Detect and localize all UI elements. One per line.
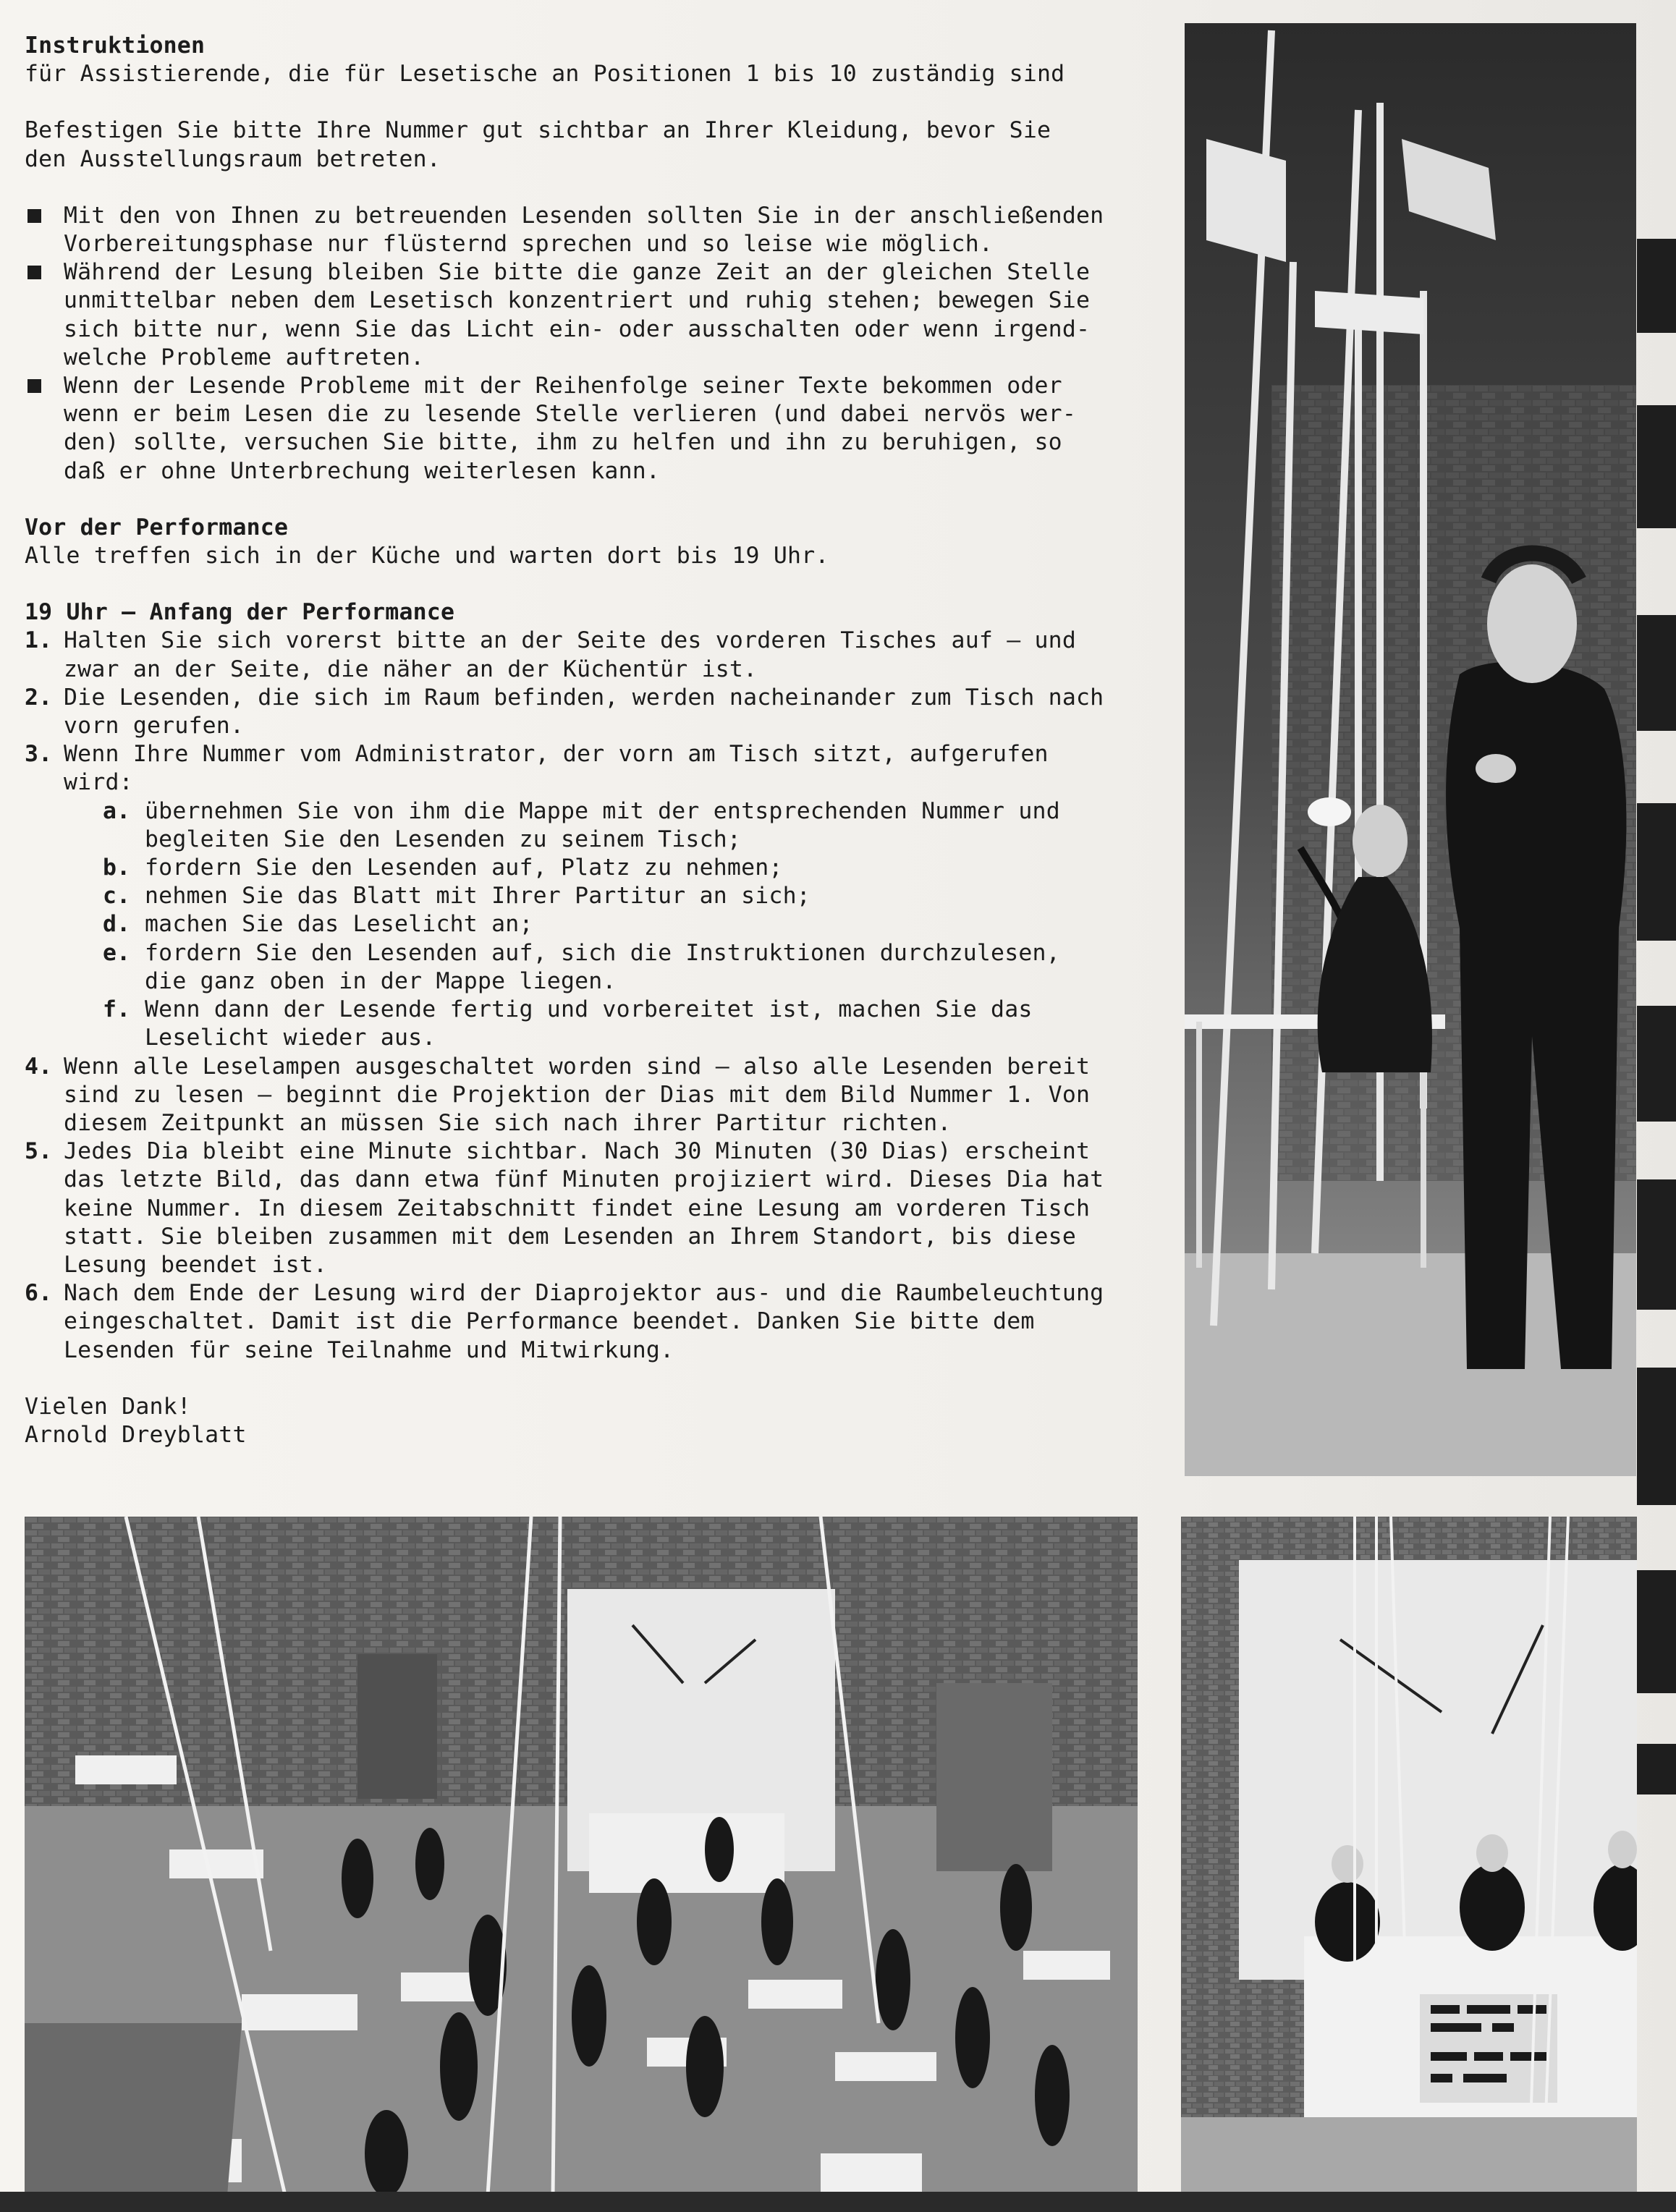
bullet-list [25,202,1154,486]
step-line: sind zu lesen – beginnt die Projektion der Dias mit dem Bild Nummer 1. Von [64,1081,1091,1108]
substep-letter: b. [103,855,131,881]
step-item [25,684,1154,740]
bullet-item [25,202,1154,258]
step-number: 4. [25,1053,53,1080]
step-line: Halten Sie sich vorerst bitte an der Seite des vorderen Tisches auf – und [64,627,1077,654]
step-line: vorn gerufen. [64,713,245,740]
step-number: 5. [25,1138,53,1165]
step-number: 6. [25,1280,53,1307]
step-line: Lesung beendet ist. [64,1251,328,1278]
step-item [25,627,1154,683]
section-heading-before: Vor der Performance [25,514,289,541]
step-line: Wenn Ihre Nummer vom Administrator, der vorn am Tisch sitzt, aufgerufen [64,741,1049,768]
step-item [25,1279,1154,1365]
bullet-line: Vorbereitungsphase nur flüsternd sprechen und so leise wie möglich. [64,231,994,258]
bullet-line: Während der Lesung bleiben Sie bitte die ganze Zeit an der gleichen Stelle [64,259,1091,286]
substep-list [64,797,1154,1053]
closing-signature: Arnold Dreyblatt [25,1421,247,1448]
step-line: das letzte Bild, das dann etwa fünf Minuten projiziert wird. Dieses Dia hat [64,1166,1104,1193]
document-subtitle: für Assistierende, die für Lesetische an Positionen 1 bis 10 zuständig sind [25,61,1065,88]
section-text-before: Alle treffen sich in der Küche und warten dort bis 19 Uhr. [25,543,829,569]
substep-line: übernehmen Sie von ihm die Mappe mit der entsprechenden Nummer und [145,797,1060,824]
bullet-line: den) sollte, versuchen Sie bitte, ihm zu helfen und ihn zu beruhigen, so [64,429,1062,456]
step-number: 3. [25,741,53,768]
bullet-line: Wenn der Lesende Probleme mit der Reihenfolge seiner Texte bekommen oder [64,373,1062,399]
photo-performer-standing [1185,23,1636,1476]
substep-item [64,996,1154,1052]
substep-line: nehmen Sie das Blatt mit Ihrer Partitur an sich; [145,883,811,910]
substep-item [64,882,1154,910]
step-line: statt. Sie bleiben zusammen mit dem Lesenden an Ihrem Standort, bis diese [64,1223,1077,1250]
step-line: keine Nummer. In diesem Zeitabschnitt findet eine Lesung am vorderen Tisch [64,1195,1091,1221]
substep-letter: e. [103,939,131,966]
photo-room-overview [25,1517,1138,2195]
page-edge-tabs [1637,239,1676,1794]
bullet-line: welche Probleme auftreten. [64,344,425,370]
step-line: Nach dem Ende der Lesung wird der Diaprojektor aus- und die Raumbeleuchtung [64,1280,1104,1307]
photo-front-table [1181,1517,1637,2195]
bullet-line: wenn er beim Lesen die zu lesende Stelle verlieren (und dabei nervös wer- [64,401,1077,428]
step-item [25,740,1154,1052]
bullet-item [25,258,1154,372]
steps-list [25,627,1154,1364]
substep-line: Leselicht wieder aus. [145,1025,436,1051]
bullet-line: daß er ohne Unterbrechung weiterlesen kann. [64,457,661,484]
step-line: Lesenden für seine Teilnahme und Mitwirkung. [64,1336,674,1363]
substep-item [64,854,1154,882]
substep-item [64,797,1154,854]
intro-line: den Ausstellungsraum betreten. [25,145,441,172]
intro-line: Befestigen Sie bitte Ihre Nummer gut sichtbar an Ihrer Kleidung, bevor Sie [25,117,1051,144]
substep-line: machen Sie das Leselicht an; [145,911,533,938]
step-line: wird: [64,769,133,796]
step-line: diesem Zeitpunkt an müssen Sie sich nach ihrer Partitur richten. [64,1109,952,1136]
page-bottom-edge [0,2192,1676,2212]
substep-line: begleiten Sie den Lesenden zu seinem Tisch; [145,826,742,852]
bullet-line: sich bitte nur, wenn Sie das Licht ein- oder ausschalten oder wenn irgend- [64,315,1091,342]
substep-item [64,939,1154,996]
substep-letter: c. [103,883,131,910]
bullet-line: Mit den von Ihnen zu betreuenden Lesenden sollten Sie in der anschließenden [64,202,1104,229]
section-heading-start: 19 Uhr – Anfang der Performance [25,599,455,626]
substep-line: Wenn dann der Lesende fertig und vorbereitet ist, machen Sie das [145,996,1033,1023]
instructions-text [25,32,1154,1449]
bullet-item [25,372,1154,486]
substep-letter: a. [103,797,131,824]
step-line: eingeschaltet. Damit ist die Performance beendet. Danken Sie bitte dem [64,1308,1035,1335]
step-item [25,1053,1154,1138]
step-number: 1. [25,627,53,654]
substep-line: die ganz oben in der Mappe liegen. [145,967,617,994]
substep-line: fordern Sie den Lesenden auf, sich die Instruktionen durchzulesen, [145,939,1060,966]
bullet-line: unmittelbar neben dem Lesetisch konzentriert und ruhig stehen; bewegen Sie [64,287,1091,314]
step-line: zwar an der Seite, die näher an der Küchentür ist. [64,656,758,682]
closing-thanks: Vielen Dank! [25,1393,191,1420]
step-line: Jedes Dia bleibt eine Minute sichtbar. Nach 30 Minuten (30 Dias) erscheint [64,1138,1091,1165]
substep-item [64,910,1154,938]
step-line: Wenn alle Leselampen ausgeschaltet worden sind – also alle Lesenden bereit [64,1053,1091,1080]
substep-letter: d. [103,911,131,938]
step-number: 2. [25,684,53,711]
step-line: Die Lesenden, die sich im Raum befinden, werden nacheinander zum Tisch nach [64,684,1104,711]
document-title: Instruktionen [25,33,206,59]
substep-line: fordern Sie den Lesenden auf, Platz zu nehmen; [145,855,783,881]
substep-letter: f. [103,996,131,1023]
step-item [25,1137,1154,1279]
